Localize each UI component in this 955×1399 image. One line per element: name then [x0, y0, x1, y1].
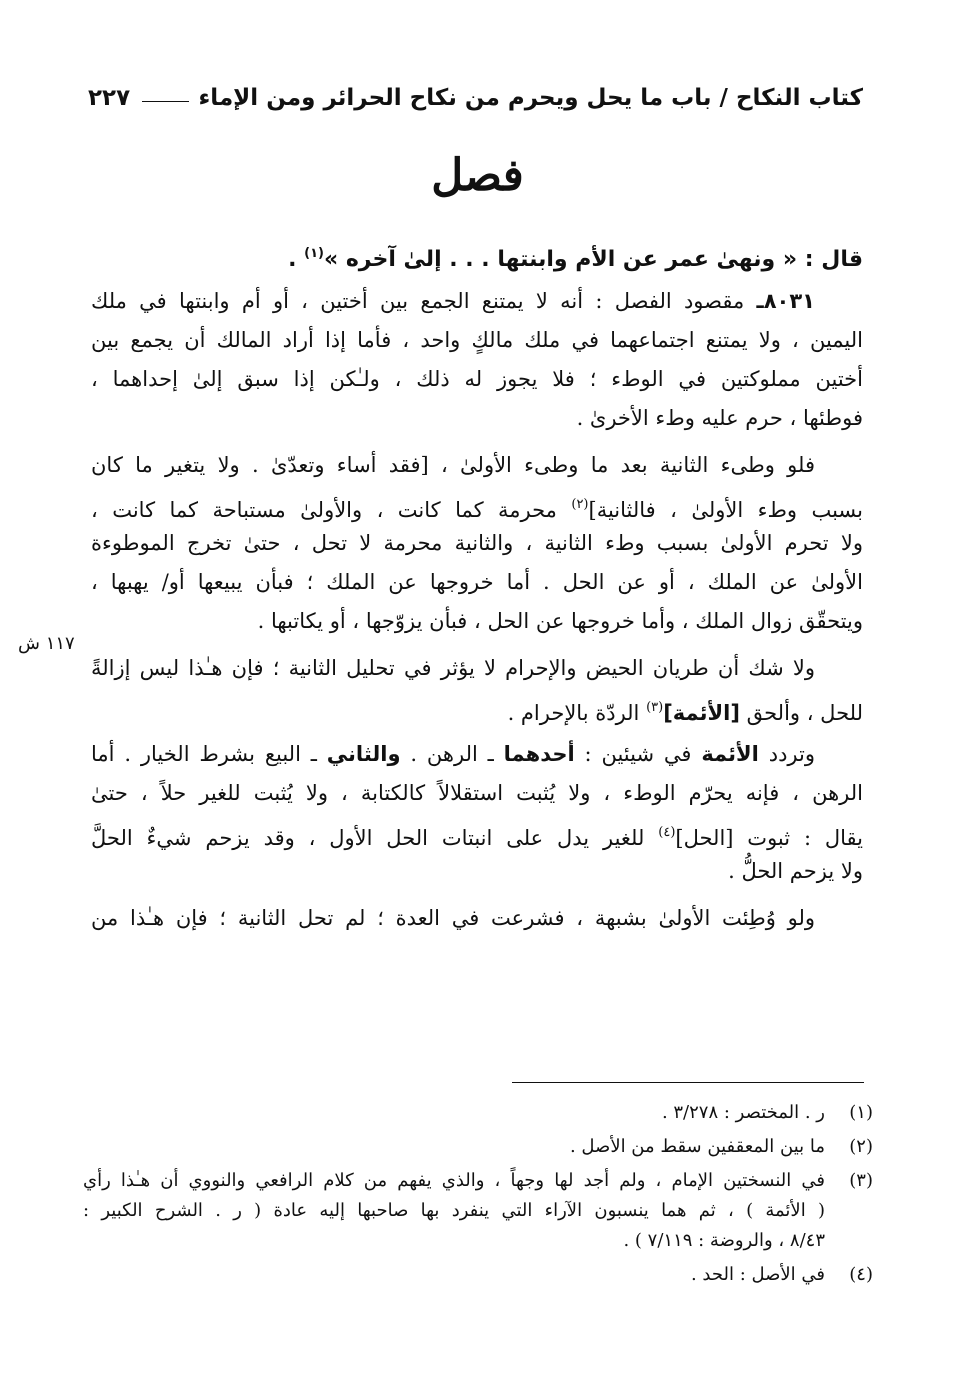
main-text	[91, 234, 863, 938]
footnote-text: ما بين المعقفين سقط من الأصل .	[569, 1136, 825, 1157]
quoted-heading: قال : « ونهىٰ عمر عن الأم وابنتها . . . إلىٰ آخره »$^{(١)}$ .	[288, 246, 863, 272]
paragraph-2-line-4: الأولىٰ عن الملك ، أو عن الحل . أما خروجها عن الملك ؛ فبأن يبيعها أو/ يهبها ،	[91, 570, 863, 594]
paragraph-1-line-3: أختين مملوكتين في الوطء ؛ فلا يجوز له ذلك ، ولـٰكن إذا سبق إلىٰ إحداهما ،	[91, 367, 863, 391]
footnote-text: ( الأئمة ) ، ثم هما ينسبون الآراء التي ينفرد بها صاحبها إليه عادة ( ر . الشرح الكبير :	[83, 1200, 825, 1221]
header-title: كتاب النكاح / باب ما يحل ويحرم من نكاح الحرائر ومن الإماء	[198, 85, 863, 111]
section-title: فصل	[431, 150, 524, 201]
footnote-number: (٤)	[849, 1264, 873, 1285]
footnote-3	[83, 1166, 873, 1256]
paragraph-2-line-3: ولا تحرم الأولىٰ بسبب وطء الثانية ، والثانية محرمة لا تحل ، حتىٰ تخرج الموطوءة	[91, 531, 863, 555]
margin-folio-note: ١١٧ ش	[18, 633, 75, 654]
paragraph-4-line-4: ولا يزحم الحلُّ .	[728, 859, 863, 883]
footnotes	[83, 1098, 873, 1294]
footnote-number: (١)	[849, 1102, 873, 1123]
footnote-number: (٢)	[849, 1136, 873, 1157]
paragraph-4-line-3: يقال : ثبوت [الحل]$^{(٤)}$ للغير يدل على انبتات الحل الأول ، وقد يزحم شيءٌ الحلَّ	[91, 825, 863, 850]
running-header	[88, 76, 863, 120]
footnote-ref-1: (١)	[304, 246, 324, 261]
footnote-1	[83, 1098, 873, 1128]
paragraph-number: ٨٠٣١ـ	[756, 289, 815, 313]
footnote-separator	[512, 1082, 864, 1083]
heading-prefix: قال :	[804, 247, 863, 272]
header-rule	[142, 101, 188, 102]
paragraph-5-line-1: ولو وُطِئت الأولىٰ بشبهة ، فشرعت في العدة ؛ لم تحل الثانية ؛ فإن هـٰذا من	[91, 906, 815, 930]
footnote-ref-2: (٢)	[571, 497, 589, 512]
footnote-text: في الأصل : الحد .	[690, 1264, 825, 1285]
paragraph-1-line-1: ٨٠٣١ـ مقصود الفصل : أنه لا يمتنع الجمع بين أختين ، أو أم وابنتها في ملك	[91, 289, 815, 313]
paragraph-1-line-4: فوطئها ، حرم عليه وطء الأخرىٰ .	[576, 406, 863, 430]
footnote-4	[83, 1260, 873, 1290]
footnote-2	[83, 1132, 873, 1162]
paragraph-1-line-2: اليمين ، ولا يمتنع اجتماعهما في ملك مالكٍ واحد ، فأما إذا أراد المالك أن يجمع بين	[91, 328, 863, 352]
footnote-ref-3: (٣)	[646, 700, 664, 715]
paragraph-4-line-1: وتردد الأئمة في شيئين : أحدهما ـ الرهن . والثاني ـ البيع بشرط الخيار . أما	[91, 742, 815, 766]
page-number: ٢٢٧	[88, 85, 131, 111]
paragraph-3-line-2: للحل ، وألحق [الأئمة]$^{(٣)}$ الردّة بالإحرام .	[507, 700, 863, 725]
paragraph-2-line-5: ويتحقّق زوال الملك ، وأما خروجها عن الحل ، فبأن يزوّجها ، أو يكاتبها .	[257, 609, 863, 633]
footnote-text: ٨/٤٣ ، والروضة : ٧/١١٩ ) .	[623, 1230, 825, 1251]
paragraph-4-line-2: الرهن ، فإنه يحرّم الوطء ، ولا يُثبت استقلالاً كالكتابة ، ولا يُثبت للغير حلاً ، حتىٰ	[91, 781, 863, 805]
footnote-text: ر . المختصر : ٣/٢٧٨ .	[661, 1102, 825, 1123]
paragraph-2-line-2: بسبب وطء الأولىٰ ، فالثانية]$^{(٢)}$ محرمة كما كانت ، والأولىٰ مستباحة كما كانت ،	[91, 497, 864, 522]
footnote-text: في النسختين الإمام ، ولم أجد لها وجهاً ، والذي يفهم من كلام الرافعي والنووي أن هـٰذا رأي	[83, 1170, 825, 1191]
footnote-number: (٣)	[849, 1170, 873, 1191]
paragraph-3-line-1: ولا شك أن طريان الحيض والإحرام لا يؤثر في تحليل الثانية ؛ فإن هـٰذا ليس إزالةً	[91, 656, 815, 680]
heading-quote: « ونهىٰ عمر عن الأم وابنتها . . . إلىٰ آخره »	[323, 247, 798, 272]
paragraph-2-line-1: فلو وطىء الثانية بعد ما وطىء الأولىٰ ، [فقد أساء وتعدّىٰ . ولا يتغير ما كان	[91, 453, 815, 477]
footnote-ref-4: (٤)	[658, 825, 676, 840]
